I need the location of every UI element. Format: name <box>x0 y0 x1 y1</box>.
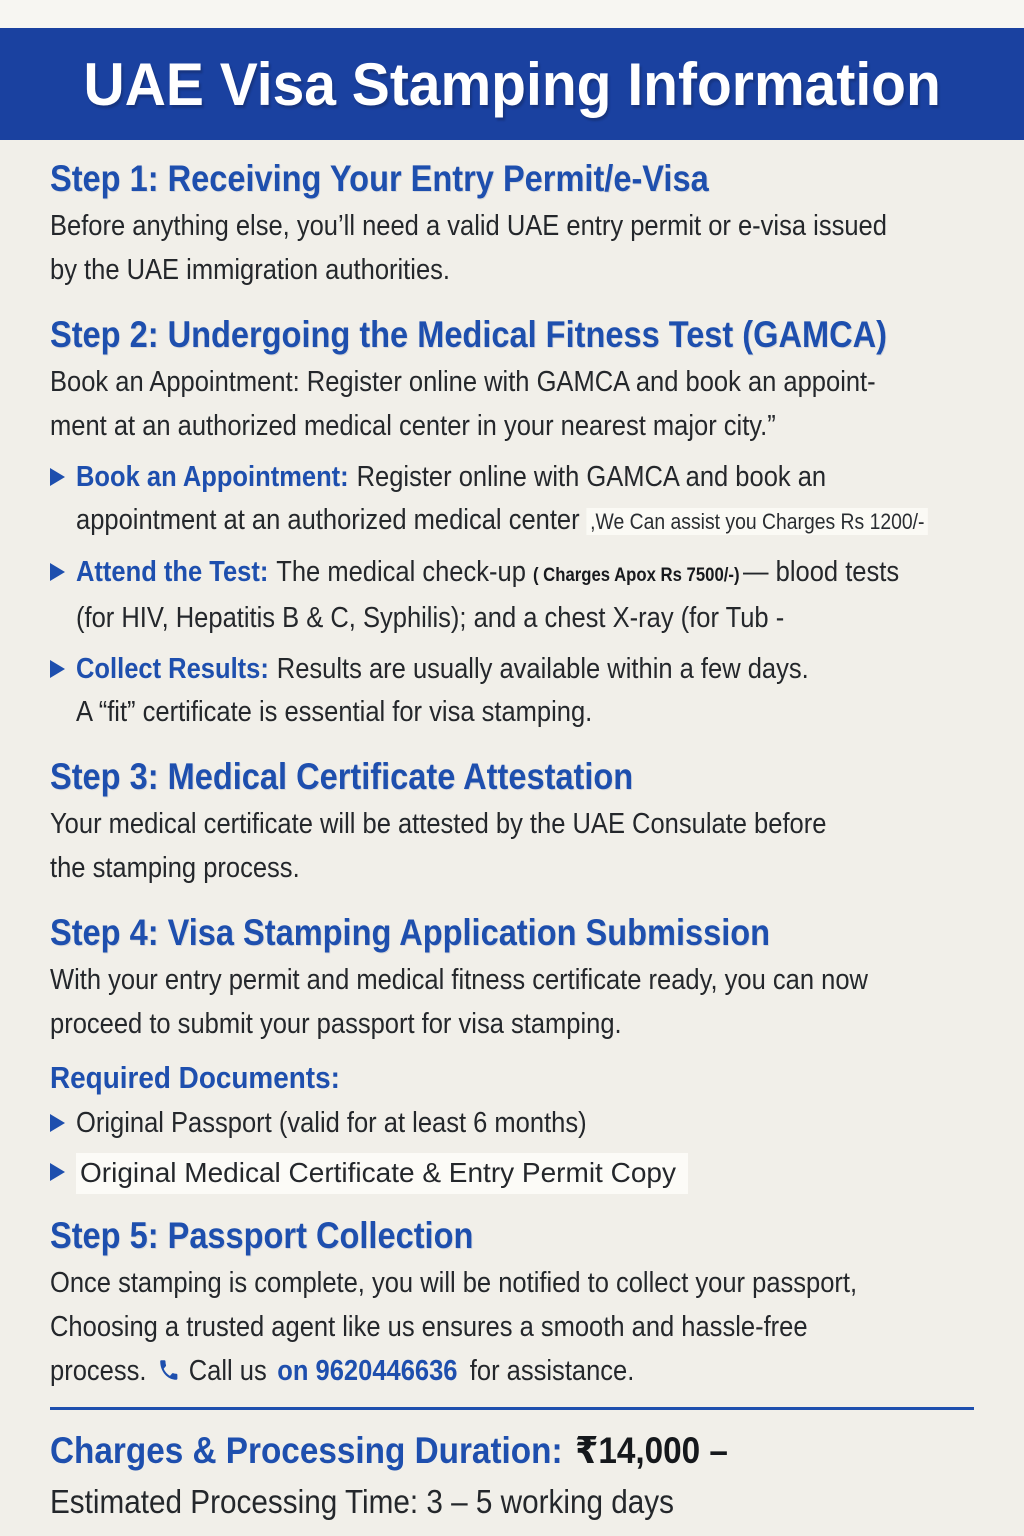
top-margin-strip <box>0 0 1024 28</box>
footer-divider <box>50 1407 974 1410</box>
step1-body-line1: Before anything else, you’ll need a valid UAE entry permit or e-visa issued <box>50 210 887 242</box>
doc-passport-text: Original Passport (valid for at least 6 months) <box>76 1107 587 1139</box>
bullet-attend-test <box>50 551 974 640</box>
step3-body-line1: Your medical certificate will be attested by the UAE Consulate before <box>50 808 827 840</box>
triangle-bullet-icon <box>50 563 65 581</box>
bullet-book-appointment <box>50 456 974 543</box>
step3-body-line2: the stamping process. <box>50 852 300 884</box>
bullet-book-line1 <box>76 456 866 499</box>
doc-medical-line <box>76 1151 974 1195</box>
step2-intro-line2: ment at an authorized medical center in your nearest major city.” <box>50 410 776 442</box>
step5-body-line3 <box>50 1349 863 1393</box>
step5-body-line2: Choosing a trusted agent like us ensures a smooth and hassle-free <box>50 1311 808 1343</box>
charges-label: Charges & Processing Duration: <box>50 1430 563 1471</box>
bullet-attend-line1 <box>76 551 900 597</box>
phone-icon <box>157 1357 180 1383</box>
test-charges-note: ( Charges Apox Rs 7500/-) <box>532 565 740 586</box>
bullet-book-text2: appointment at an authorized medical center <box>76 504 580 536</box>
bullet-doc-medical <box>50 1151 974 1195</box>
bullet-attend-line2: (for HIV, Hepatitis B & C, Syphilis); and a chest X-ray (for Tub - <box>76 602 785 634</box>
step5-process-text: process. <box>50 1355 147 1387</box>
bullet-collect-label: Collect Results: <box>76 653 269 685</box>
step4-body-line1: With your entry permit and medical fitness certificate ready, you can now <box>50 964 868 996</box>
step3-heading: Step 3: Medical Certificate Attestation <box>50 756 634 797</box>
bullet-book-text1: Register online with GAMCA and book an <box>356 461 827 493</box>
step1-body-line2: by the UAE immigration authorities. <box>50 254 450 286</box>
charges-amount: ₹14,000 – <box>575 1430 728 1471</box>
triangle-bullet-icon <box>50 468 65 486</box>
bullet-collect-text1: Results are usually available within a few days. <box>276 653 809 685</box>
poster-content <box>0 140 1024 1524</box>
bullet-collect-results <box>50 648 974 734</box>
step1-heading: Step 1: Receiving Your Entry Permit/e-Visa <box>50 158 709 199</box>
step2-heading: Step 2: Undergoing the Medical Fitness Test (GAMCA) <box>50 314 887 355</box>
bullet-collect-line2: A “fit” certificate is essential for visa stamping. <box>76 696 593 728</box>
page-title: UAE Visa Stamping Information <box>83 50 941 118</box>
triangle-bullet-icon <box>50 660 65 678</box>
charges-line <box>50 1426 882 1476</box>
triangle-bullet-icon <box>50 1114 65 1132</box>
required-documents-heading: Required Documents: <box>50 1060 340 1095</box>
bullet-book-line2 <box>76 499 925 543</box>
step5-heading: Step 5: Passport Collection <box>50 1215 474 1256</box>
triangle-bullet-icon <box>50 1163 65 1181</box>
call-us-text: Call us <box>188 1355 267 1387</box>
bullet-attend-label: Attend the Test: <box>76 556 269 588</box>
step4-body-line2: proceed to submit your passport for visa stamping. <box>50 1008 622 1040</box>
assist-charges-note: ,We Can assist you Charges Rs 1200/- <box>587 508 928 535</box>
bullet-collect-line1 <box>76 648 866 691</box>
phone-number: on 9620446636 <box>277 1355 458 1387</box>
processing-time: Estimated Processing Time: 3 – 5 working days <box>50 1483 674 1520</box>
title-banner <box>0 28 1024 140</box>
step2-intro-line1: Book an Appointment: Register online with GAMCA and book an appoint- <box>50 366 876 398</box>
bullet-doc-passport <box>50 1102 974 1145</box>
doc-medical-text: Original Medical Certificate & Entry Permit Copy <box>76 1153 688 1194</box>
step5-body-line1: Once stamping is complete, you will be notified to collect your passport, <box>50 1267 858 1299</box>
step4-heading: Step 4: Visa Stamping Application Submission <box>50 912 771 953</box>
bullet-attend-post: — blood tests <box>743 556 900 588</box>
assistance-text: for assistance. <box>469 1355 635 1387</box>
bullet-attend-pre: The medical check-up <box>276 556 526 588</box>
bullet-book-label: Book an Appointment: <box>76 461 349 493</box>
